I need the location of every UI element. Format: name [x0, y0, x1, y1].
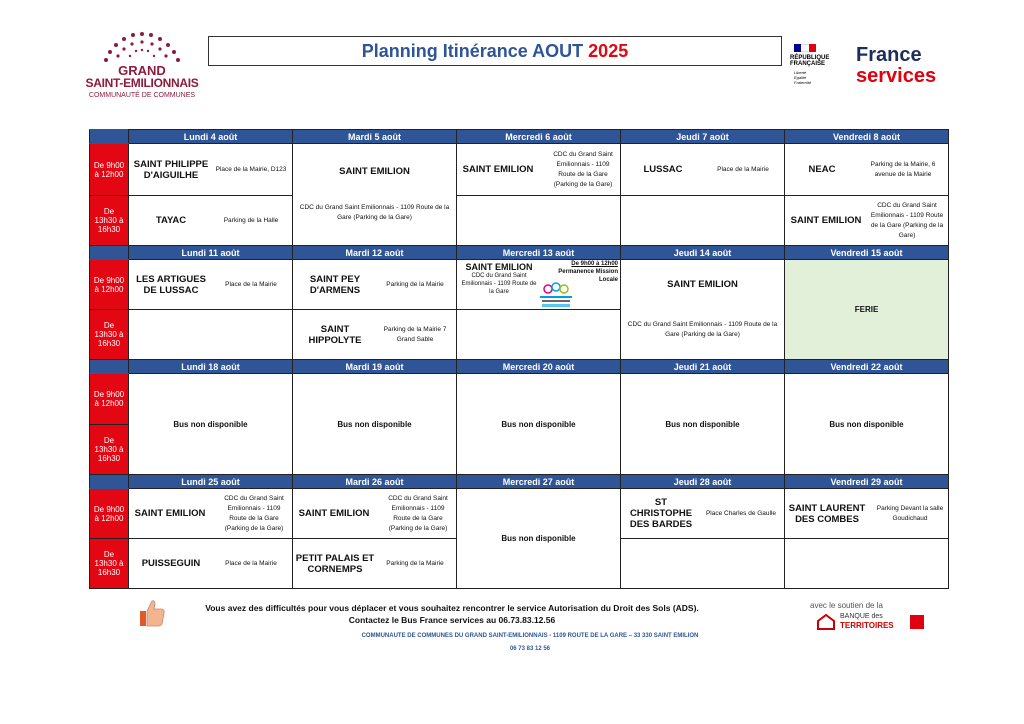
day-header: Mardi 5 août	[293, 130, 457, 144]
schedule-cell	[785, 539, 949, 589]
day-header: Lundi 11 août	[129, 246, 293, 260]
logo-text-grand: GRAND	[118, 63, 166, 78]
schedule-cell	[621, 539, 785, 589]
schedule-cell	[457, 196, 621, 246]
schedule-cell	[129, 196, 293, 246]
schedule-cell	[457, 144, 621, 196]
schedule-cell	[621, 144, 785, 196]
location-address: Parking de la Mairie 7 Grand Sable	[383, 325, 447, 343]
day-header: Lundi 25 août	[129, 475, 293, 489]
schedule-cell	[457, 310, 621, 360]
mission-time: De 9h00 à 12h00	[571, 261, 618, 267]
location-address: CDC du Grand Saint Emilionnais - 1109 Route de la Gare (Parking de la Gare)	[388, 494, 448, 532]
location-address: CDC du Grand Saint Emilionnais - 1109 Route de la Gare (Parking de la Gare)	[553, 150, 613, 188]
schedule-cell	[293, 260, 457, 310]
schedule-cell	[129, 144, 293, 196]
title-main: Planning Itinérance AOUT	[361, 41, 584, 61]
morning-row	[90, 260, 949, 310]
location-name: SAINT EMILION	[339, 166, 410, 177]
unavailable-cell: Bus non disponible	[293, 374, 457, 475]
location-address: Parking de la Mairie	[386, 559, 444, 567]
dots-arc-icon	[100, 30, 184, 62]
schedule-cell	[293, 310, 457, 360]
morning-row	[90, 144, 949, 196]
bdt-line3: TERRITOIRES	[840, 621, 894, 630]
location-name: SAINT EMILION	[465, 262, 533, 272]
location-address: CDC du Grand Saint Emilionnais - 1109 Route de la Gare	[461, 273, 537, 295]
day-header: Lundi 4 août	[129, 130, 293, 144]
week-header-row	[90, 130, 949, 144]
morning-slot-label: De 9h00 à 12h00	[90, 144, 129, 196]
location-address: CDC du Grand Saint Emilionnais - 1109 Route de la Gare (Parking de la Gare)	[627, 321, 778, 338]
afternoon-slot-label: De 13h30 à 16h30	[90, 425, 129, 475]
french-flag-icon	[794, 44, 816, 52]
schedule-cell	[785, 489, 949, 539]
unavailable-cell: Bus non disponible	[129, 374, 293, 475]
location-address: Parking Devant la salle Goudichaud	[876, 504, 944, 522]
morning-row	[90, 489, 949, 539]
location-name: PUISSEGUIN	[141, 558, 201, 569]
location-address: Place de la Mairie, D123	[215, 165, 287, 173]
location-name: SAINT LAURENT DES COMBES	[788, 502, 866, 525]
location-address: Place de la Mairie	[225, 559, 277, 567]
morning-slot-label: De 9h00 à 12h00	[90, 374, 129, 425]
morning-slot-label: De 9h00 à 12h00	[90, 260, 129, 310]
location-name: SAINT EMILION	[667, 279, 738, 290]
schedule-cell	[293, 144, 457, 246]
france-services-logo	[854, 44, 944, 90]
day-header: Mardi 12 août	[293, 246, 457, 260]
location-name: SAINT EMILION	[790, 215, 862, 226]
republique-francaise-logo	[790, 44, 830, 94]
fs-line1: France	[856, 44, 922, 66]
day-header: Mardi 26 août	[293, 475, 457, 489]
mission-label: Permanence Mission Locale	[558, 269, 618, 283]
schedule-cell	[293, 539, 457, 589]
schedule-cell	[293, 489, 457, 539]
location-name: SAINT PEY D'ARMENS	[309, 273, 361, 296]
footer-address: COMMUNAUTE DE COMMUNES DU GRAND SAINT-EMILIONNAIS - 1109 ROUTE DE LA GARE – 33 330 SAINT EMILION	[361, 633, 699, 639]
day-header: Jeudi 28 août	[621, 475, 785, 489]
banque-des-territoires-logo	[806, 601, 926, 633]
location-name: SAINT EMILION	[462, 164, 534, 175]
planning-table	[89, 129, 949, 589]
location-name: PETIT PALAIS ET CORNEMPS	[295, 552, 375, 575]
page-title	[208, 36, 782, 66]
day-header: Lundi 18 août	[129, 360, 293, 374]
location-name: SAINT EMILION	[298, 508, 370, 519]
footer-phone: 06 73 83 12 56	[509, 646, 551, 652]
location-name: TAYAC	[155, 215, 187, 226]
unavailable-cell: Bus non disponible	[457, 374, 621, 475]
footer-info-text: Vous avez des difficultés pour vous déplacer et vous souhaitez rencontrer le service Autorisation du Droit des Sols (ADS).	[205, 603, 699, 613]
thumbs-up-icon	[138, 598, 166, 628]
bdt-emblem-icon	[816, 613, 836, 631]
schedule-cell	[457, 260, 621, 310]
schedule-cell	[621, 196, 785, 246]
footer-contact-text: Contactez le Bus France services au 06.73.83.12.56	[348, 615, 556, 625]
day-header: Mercredi 20 août	[457, 360, 621, 374]
schedule-cell	[129, 539, 293, 589]
location-address: CDC du Grand Saint Emilionnais - 1109 Route de la Gare (Parking de la Gare)	[870, 201, 944, 239]
location-name: LES ARTIGUES DE LUSSAC	[136, 273, 206, 296]
schedule-cell	[785, 144, 949, 196]
week-header-row	[90, 475, 949, 489]
rf-text: RÉPUBLIQUE FRANÇAISE	[790, 55, 830, 67]
day-header: Vendredi 22 août	[785, 360, 949, 374]
afternoon-slot-label: De 13h30 à 16h30	[90, 196, 129, 246]
schedule-cell	[621, 260, 785, 360]
bdt-support-text: avec le soutien de la	[810, 601, 883, 610]
day-header: Vendredi 8 août	[785, 130, 949, 144]
logo-text-saint-emilionnais: SAINT-EMILIONNAIS	[85, 76, 199, 90]
location-name: SAINT EMILION	[134, 508, 206, 519]
schedule-cell	[129, 489, 293, 539]
day-header: Mercredi 13 août	[457, 246, 621, 260]
bdt-line2: BANQUE des	[840, 613, 883, 620]
location-name: ST CHRISTOPHE DES BARDES	[629, 497, 693, 530]
rf-motto: Liberté Égalité Fraternité	[794, 70, 812, 85]
location-address: CDC du Grand Saint Emilionnais - 1109 Route de la Gare (Parking de la Gare)	[299, 204, 450, 221]
location-name: LUSSAC	[643, 164, 683, 175]
location-address: Parking de la Mairie	[386, 280, 444, 288]
morning-row	[90, 374, 949, 425]
day-header: Mardi 19 août	[293, 360, 457, 374]
location-address: Parking de la Halle	[223, 216, 279, 224]
logo-text-communaute: COMMUNAUTÉ DE COMMUNES	[88, 92, 196, 99]
schedule-cell	[129, 310, 293, 360]
location-name: SAINT PHILIPPE D'AIGUILHE	[133, 158, 209, 181]
afternoon-slot-label: De 13h30 à 16h30	[90, 539, 129, 589]
day-header: Jeudi 7 août	[621, 130, 785, 144]
day-header: Vendredi 29 août	[785, 475, 949, 489]
morning-slot-label: De 9h00 à 12h00	[90, 489, 129, 539]
location-address: Place Charles de Gaulle	[705, 509, 777, 517]
day-header: Mercredi 6 août	[457, 130, 621, 144]
mission-locale-logo-icon	[538, 282, 574, 308]
schedule-cell	[621, 489, 785, 539]
day-header: Jeudi 21 août	[621, 360, 785, 374]
schedule-cell	[129, 260, 293, 310]
day-header: Jeudi 14 août	[621, 246, 785, 260]
fs-line2: services	[856, 65, 937, 87]
day-header: Mercredi 27 août	[457, 475, 621, 489]
unavailable-cell: Bus non disponible	[621, 374, 785, 475]
location-address: Place de la Mairie	[717, 165, 769, 173]
unavailable-cell: Bus non disponible	[457, 489, 621, 589]
location-address: CDC du Grand Saint Emilionnais - 1109 Route de la Gare (Parking de la Gare)	[224, 494, 284, 532]
afternoon-slot-label: De 13h30 à 16h30	[90, 310, 129, 360]
title-year: 2025	[588, 41, 629, 61]
location-name: SAINT HIPPOLYTE	[308, 323, 362, 346]
week-header-row	[90, 246, 949, 260]
week-header-row	[90, 360, 949, 374]
location-name: NEAC	[808, 164, 836, 175]
unavailable-cell: Bus non disponible	[785, 374, 949, 475]
holiday-cell: FERIE	[785, 260, 949, 360]
bdt-red-square-icon	[910, 615, 924, 629]
day-header: Vendredi 15 août	[785, 246, 949, 260]
location-address: Place de la Mairie	[225, 280, 277, 288]
afternoon-row	[90, 196, 949, 246]
schedule-cell	[785, 196, 949, 246]
grand-saint-emilionnais-logo	[82, 30, 202, 102]
location-address: Parking de la Mairie, 6 avenue de la Mairie	[870, 160, 936, 178]
